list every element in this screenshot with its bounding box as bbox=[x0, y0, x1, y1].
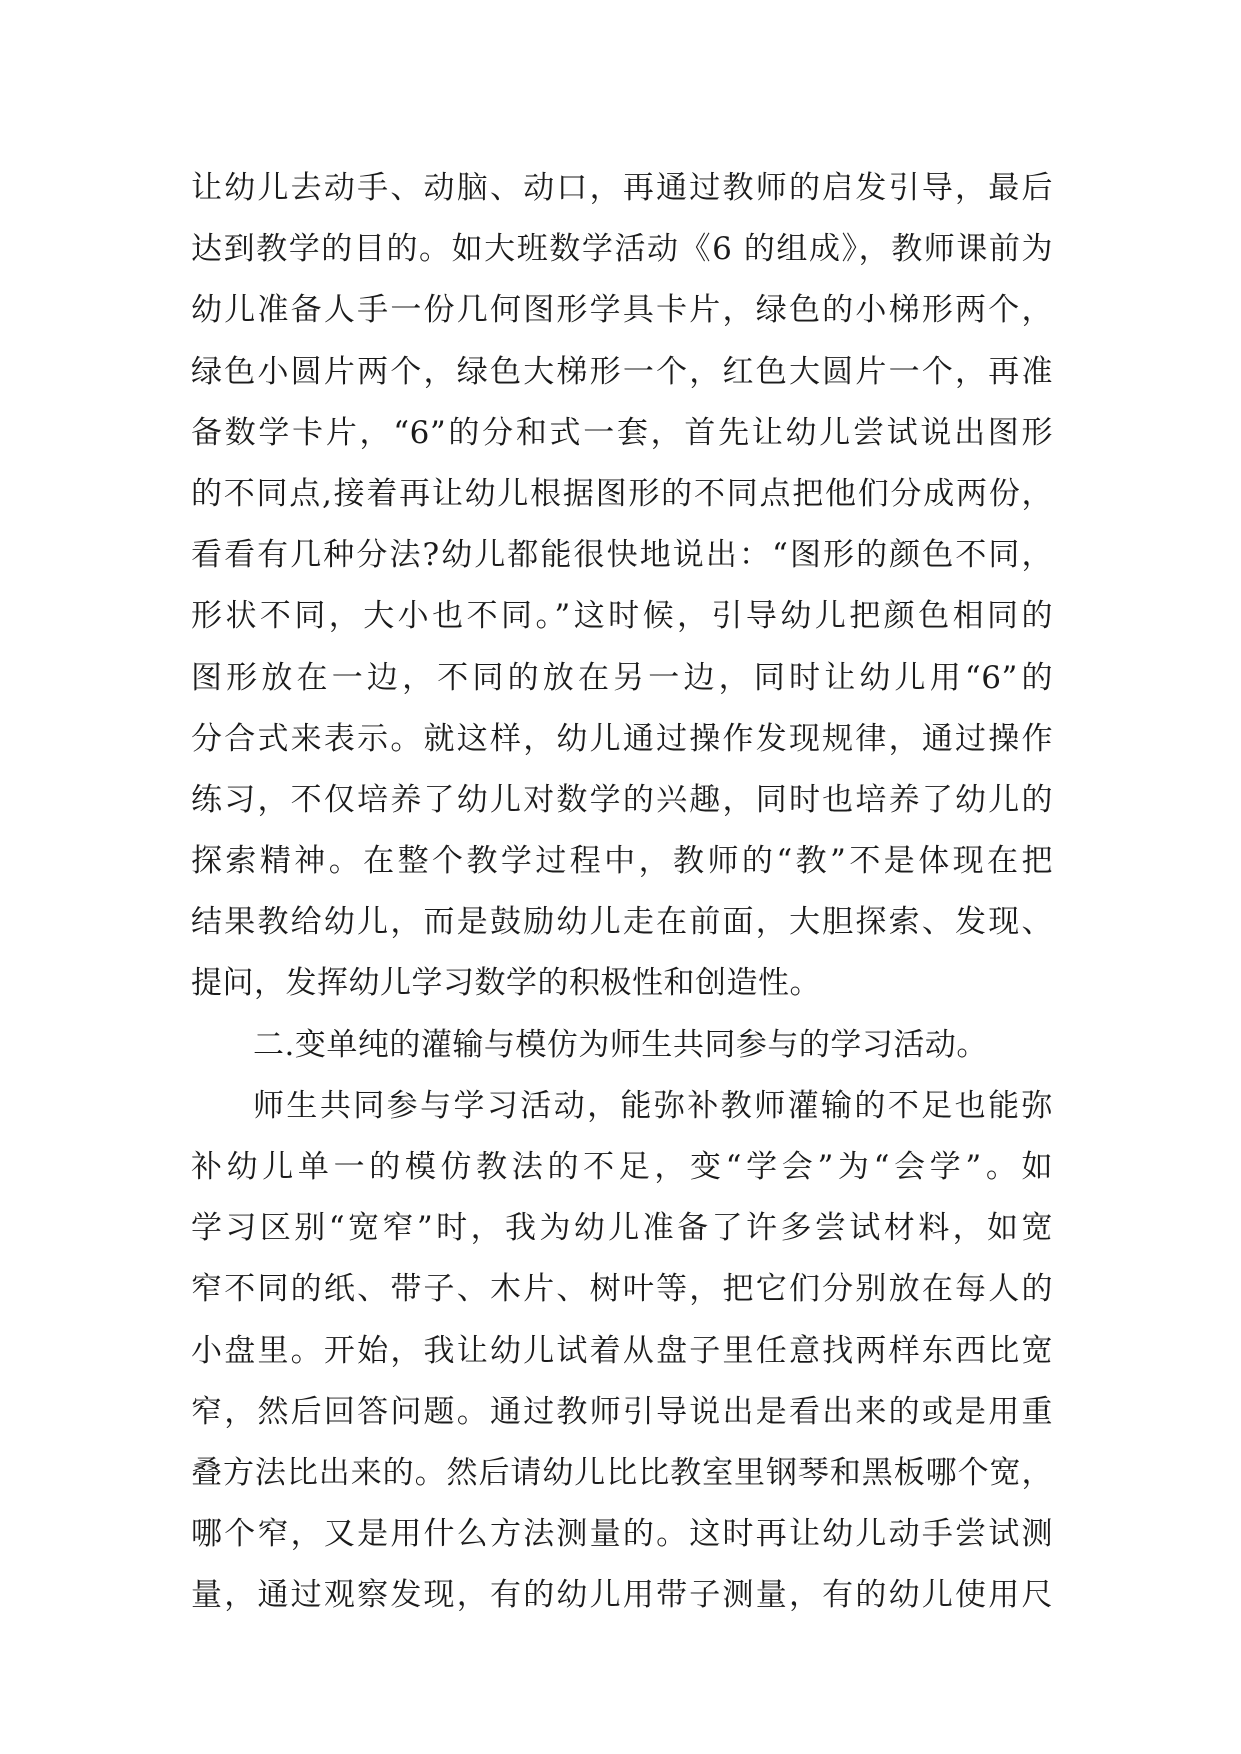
text-line: 补幼儿单一的模仿教法的不足，变“学会”为“会学”。如 bbox=[191, 1149, 1053, 1185]
text-line: 叠方法比出来的。然后请幼儿比比教室里钢琴和黑板哪个宽， bbox=[191, 1454, 1053, 1491]
text-line: 窄，然后回答问题。通过教师引导说出是看出来的或是用重 bbox=[191, 1393, 1053, 1430]
text-line: 哪个窄，又是用什么方法测量的。这时再让幼儿动手尝试测 bbox=[191, 1516, 1053, 1553]
text-line: 形状不同，大小也不同。”这时候，引导幼儿把颜色相同的 bbox=[191, 598, 1053, 635]
text-line: 图形放在一边，不同的放在另一边，同时让幼儿用“6”的 bbox=[191, 659, 1053, 696]
section-heading: 二.变单纯的灌输与模仿为师生共同参与的学习活动。 bbox=[253, 1026, 988, 1063]
text-line: 备数学卡片，“6”的分和式一套，首先让幼儿尝试说出图形 bbox=[191, 414, 1053, 451]
text-line: 分合式来表示。就这样，幼儿通过操作发现规律，通过操作 bbox=[191, 720, 1053, 757]
text-line: 探索精神。在整个教学过程中，教师的“教”不是体现在把 bbox=[191, 843, 1053, 880]
text-line: 学习区别“宽窄”时，我为幼儿准备了许多尝试材料，如宽 bbox=[191, 1210, 1053, 1247]
text-line: 让幼儿去动手、动脑、动口，再通过教师的启发引导，最后 bbox=[191, 170, 1053, 206]
text-line: 师生共同参与学习活动，能弥补教师灌输的不足也能弥 bbox=[253, 1087, 1053, 1124]
text-line: 练习，不仅培养了幼儿对数学的兴趣，同时也培养了幼儿的 bbox=[191, 781, 1053, 818]
text-line: 达到教学的目的。如大班数学活动《6 的组成》，教师课前为 bbox=[191, 231, 1053, 268]
text-line: 量，通过观察发现，有的幼儿用带子测量，有的幼儿使用尺 bbox=[191, 1577, 1053, 1614]
body-text bbox=[191, 158, 1053, 1627]
text-line: 看看有几种分法?幼儿都能很快地说出：“图形的颜色不同， bbox=[191, 537, 1053, 574]
text-line: 小盘里。开始，我让幼儿试着从盘子里任意找两样东西比宽 bbox=[191, 1332, 1053, 1369]
text-line: 绿色小圆片两个，绿色大梯形一个，红色大圆片一个，再准 bbox=[191, 353, 1053, 390]
text-line: 的不同点,接着再让幼儿根据图形的不同点把他们分成两份， bbox=[191, 475, 1053, 512]
text-line: 窄不同的纸、带子、木片、树叶等，把它们分别放在每人的 bbox=[191, 1271, 1053, 1308]
text-line: 幼儿准备人手一份几何图形学具卡片，绿色的小梯形两个， bbox=[191, 292, 1053, 329]
text-line: 提问，发挥幼儿学习数学的积极性和创造性。 bbox=[191, 965, 821, 1002]
text-line: 结果教给幼儿，而是鼓励幼儿走在前面，大胆探索、发现、 bbox=[191, 904, 1053, 941]
